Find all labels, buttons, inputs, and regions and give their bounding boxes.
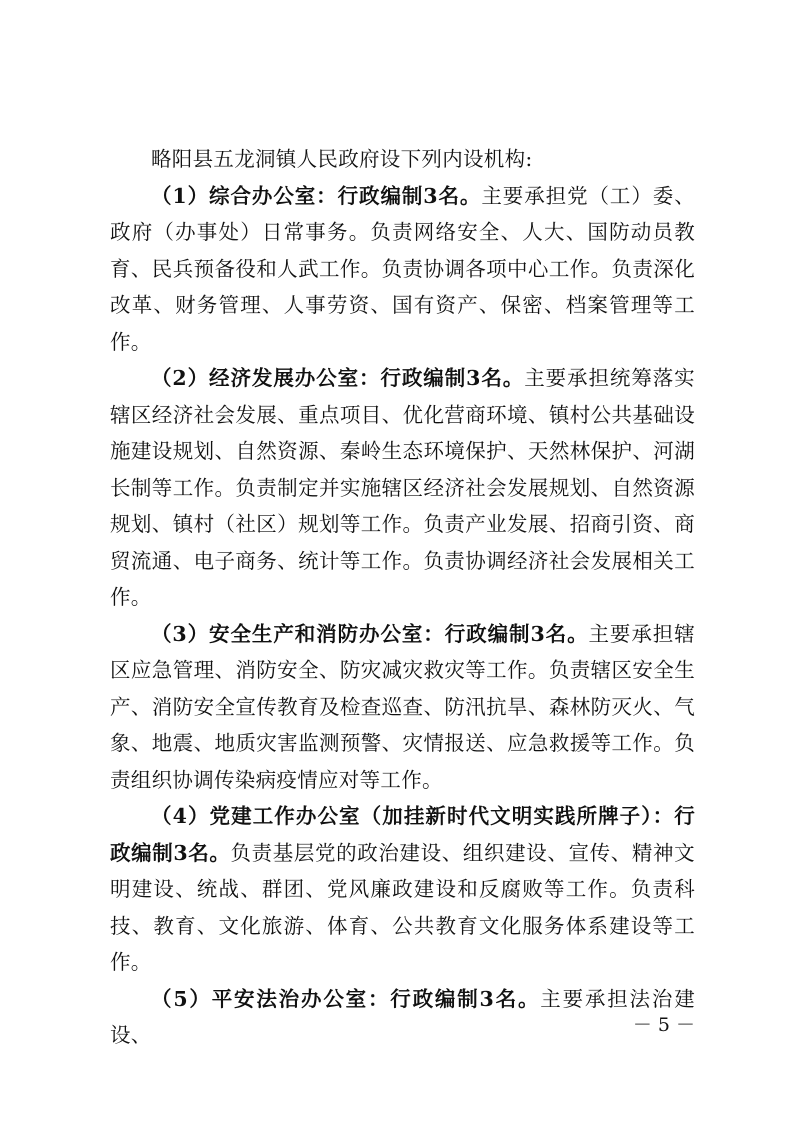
section-body-4: 负责基层党的政治建设、组织建设、宣传、精神文明建设、统战、群团、党风廉政建设和反腐败等工作。负责科技、教育、文化旅游、体育、公共教育文化服务体系建设等工作。 [110, 840, 695, 974]
section-paragraph-2 [110, 360, 695, 616]
section-paragraph-5 [110, 981, 695, 1054]
section-body-3: 主要承担辖区应急管理、消防安全、防灾减灾救灾等工作。负责辖区安全生产、消防安全宣传教育及检查巡查、防汛抗旱、森林防灭火、气象、地震、地质灾害监测预警、灾情报送、应急救援等工作。负责组织协调传染病疫情应对等工作。 [110, 621, 696, 792]
section-paragraph-1 [110, 178, 695, 361]
section-paragraph-3 [110, 616, 695, 799]
intro-paragraph: 略阳县五龙洞镇人民政府设下列内设机构: [151, 147, 533, 171]
section-body-1: 主要承担党（工）委、政府（办事处）日常事务。负责网络安全、人大、国防动员教育、民兵预备役和人武工作。负责协调各项中心工作。负责深化改革、财务管理、人事劳资、国有资产、保密、档案管理等工作。 [110, 183, 696, 354]
section-heading-4: （4）党建工作办公室（加挂新时代文明实践所牌子）：行政编制3名。 [110, 804, 695, 865]
section-body-2: 主要承担统筹落实辖区经济社会发展、重点项目、优化营商环境、镇村公共基础设施建设规划、自然资源、秦岭生态环境保护、天然林保护、河湖长制等工作。负责制定并实施辖区经济社会发展规划、自然资源规划、镇村（社区）规划等工作。负责产业发展、招商引资、商贸流通、电子商务、统计等工作。负责协调经济社会发展相关工作。 [110, 366, 695, 609]
section-body-5: 主要承担法治建设、 [110, 986, 695, 1047]
section-heading-1: （1）综合办公室：行政编制3名。 [151, 183, 482, 208]
section-heading-2: （2）经济发展办公室：行政编制3名。 [151, 366, 525, 390]
document-body [110, 141, 695, 1054]
section-paragraph-4 [110, 798, 695, 981]
section-heading-3: （3）安全生产和消防办公室：行政编制3名。 [151, 621, 589, 646]
page-number: － 5 － [632, 1014, 695, 1036]
section-heading-5: （5）平安法治办公室：行政编制3名。 [151, 986, 541, 1011]
